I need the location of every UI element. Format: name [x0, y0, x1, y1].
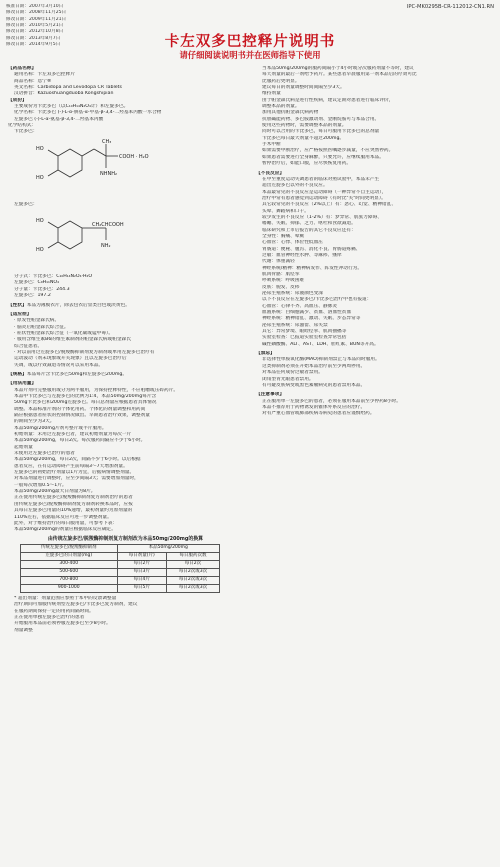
carbidopa-structure-image [30, 138, 150, 196]
svg-text:HO: HO [36, 174, 44, 181]
text-line: 本品50mg/200mg，每日2次。每次服药间隔应不少于6小时。 [14, 438, 146, 444]
conversion-table [20, 544, 220, 593]
text-line: 左旋多巴：197.2 [14, 293, 51, 299]
svg-text:CH₂CHCOOH: CH₂CHCOOH [92, 222, 124, 229]
text-line: 维持剂量 [262, 91, 281, 97]
text-line: 头晕、舞蹈病和口干。 [262, 208, 309, 214]
table-head-cell: 传统左旋多巴/脱羧酶抑制剂 [21, 544, 118, 552]
section-drug-name: 【药品名称】 [8, 66, 37, 71]
text-line: 调整。本品标准片剂的个体化用药。个体化的剂量调整和用药间 [14, 406, 146, 412]
svg-text:NHNH₂: NHNH₂ [100, 170, 118, 177]
table-cell: 每日3片 [117, 568, 166, 576]
text-line: 汉语拼音：Kazuoshuangduoba Kongshipian [14, 91, 114, 97]
text-line: 调整本品的剂量。 [262, 104, 300, 110]
section-dosage: 【用法用量】 [8, 381, 37, 387]
dosage-continued-block [256, 66, 492, 168]
after-table-block [8, 596, 243, 634]
text-line: 泌尿生殖系统：尿液颜色变深 [262, 291, 323, 297]
text-line: 神经系统：精神错乱、激动、失眠、步态异常等 [262, 316, 361, 322]
text-line: 同时可以合用的卡比多巴，每日可服用卡比多巴的总剂量 [262, 129, 380, 135]
text-line: 心血管：心律不齐、高血压、静脉炎 [262, 303, 338, 309]
text-line: 一般每次增加0.5～1片。 [14, 482, 67, 488]
text-line: 嗜睡、失眠、抑郁、乏力、呕吐和食欲减退。 [262, 221, 356, 227]
table-row [21, 584, 220, 592]
text-line: 肌肉骨骼：肌痉挛 [262, 272, 300, 277]
text-line: 核准日期：2007年3月10日 [6, 4, 64, 9]
table-row [21, 576, 220, 584]
text-line: 暂停治疗后，如能口服，应尽快恢复用药。 [262, 161, 352, 167]
text-line: 正在使用单独左旋多巴治疗的患者 [14, 614, 85, 620]
text-line: 治疗期间可加服传统剂型左旋多巴/卡比多巴复方制剂，建议 [14, 602, 138, 608]
text-line: 修改日期：2008年11月25日 [6, 10, 67, 16]
table-cell: 700-800 [21, 576, 118, 584]
table-head-cell: 本品50mg/200mg [117, 544, 219, 552]
text-line: 心血管：心悸、体位性低血压 [262, 240, 323, 246]
text-line: 运动波动（剂末现象或开关现象）且以左旋多巴治疗后 [14, 356, 127, 362]
text-line: 闭角型青光眼患者禁用。 [262, 376, 314, 382]
text-line: 本品50mg/200mg最大日剂量为8片。 [14, 489, 96, 495]
text-line: 本品最常见的不良反应是运动障碍（一种异常不自主运动）， [262, 189, 387, 195]
text-line: 本品50mg/200mg的剂量应根据临床反应确定。 [14, 527, 116, 533]
text-line: 建议每日的剂量调整时间间隔至少3天。 [262, 85, 345, 91]
text-line: 本品中卡比多巴与左旋多巴的比例为1:4，本品50mg/200mg每片含 [14, 393, 157, 399]
text-line: 分子式：卡比多巴：C₁₀H₁₄N₂O₄·H₂O [14, 274, 93, 280]
text-line: 主要成份为卡比多巴（以C₁₀H₁₄N₂O₄计）和左旋多巴。 [14, 104, 129, 110]
svg-text:CH₃: CH₃ [102, 138, 112, 145]
table-head-cell: 左旋多巴的日剂量(mg) [21, 552, 118, 560]
svg-text:COOH · H₂O: COOH · H₂O [119, 153, 149, 160]
text-line: 血液系统：白细胞减少、贫血、溶血性贫血 [262, 310, 352, 316]
section-adverse-reactions: 【不良反应】 [256, 170, 285, 176]
text-line: 英文名称：Carbidopa and Levodopa CR Tablets [14, 85, 122, 91]
text-line: 其每日左旋多巴用量的10%递增，最初剂量约为原剂量的 [14, 508, 133, 514]
text-line: * 超出剂量：剂量范围应参照于本中的反馈调整量 [14, 595, 117, 601]
text-line: 左旋多巴 (-)-L-α-氨基-β-3,4-二羟基苯丙酸 [14, 116, 104, 122]
text-line: 这类抑制剂必须在开始本品治疗前至少两周停用。 [262, 363, 366, 369]
text-line: 修改日期：2014年9月5日 [6, 42, 61, 48]
text-line: 皮肤：脱发、皮疹 [262, 284, 300, 290]
text-line: 的期间至少为3天。 [14, 419, 55, 425]
text-line: 此外，对于维持治疗的每日服用量，可参考下表： [14, 520, 118, 526]
text-line: 本品不推荐用于药物诱发的锥体外系反应的治疗。 [262, 404, 366, 410]
text-line: 当本品50mg/200mg的服药间隔小于4小时或分次服药剂量不等时，建议 [262, 66, 414, 71]
text-line: 正在服用单一左旋多巴的患者，必须在服用本品前至少停药8小时。 [262, 398, 401, 404]
table-head-cell: 每日剂量(片) [117, 552, 166, 560]
document-title: 卡左双多巴控释片说明书 [164, 34, 336, 50]
text-line: 如果需要中断治疗，应严格按照医嘱逐步减量，不应突然停药。 [262, 148, 394, 154]
levodopa-label: 左旋多巴： [14, 201, 38, 207]
text-line: 呼吸系统：呼吸困难 [262, 278, 305, 284]
table-head-cell: 每日服药次数 [166, 552, 219, 560]
carbidopa-label: 卡比多巴： [14, 129, 38, 135]
text-line: 由于帕金森氏病是进行性疾病，建议定期对患者进行临床评价， [262, 97, 394, 103]
text-line: 临床研究和上市后报告的其它不良反应还有： [262, 227, 356, 233]
carbidopa-structure [30, 138, 243, 198]
text-line: 综合征患者。 [14, 343, 43, 349]
name-block [8, 72, 243, 97]
text-line: 以下不良反应在左旋多巴/卡比多巴治疗中也有报道： [262, 297, 372, 303]
text-line: · 服用含维生素B6的维生素制剂的帕金森氏病或帕金森氏 [14, 337, 131, 343]
text-line: 碱性磷酸酶、ALT、AST、LDH、胆红素、BUN等升高。 [262, 341, 379, 347]
structure-label: 化学结构式： [8, 123, 37, 129]
text-line: 神经系统/精神：精神病发作、阵发性冲动行为。 [262, 265, 363, 271]
table-row [21, 568, 220, 576]
text-line: · 症状性帕金森氏综合征（一氧化碳或锰中毒）。 [14, 330, 114, 336]
table-cell: 每日4片 [117, 576, 166, 584]
text-line: 比服药后更明显。 [262, 78, 300, 84]
text-line: 其它：异常梦境、眼睑痉挛、肌肉抽搐等 [262, 329, 347, 335]
composition-block [8, 104, 243, 123]
levodopa-structure [30, 210, 243, 270]
svg-text:NH₂: NH₂ [101, 243, 111, 250]
table-cell: 每日2次或3次 [166, 568, 219, 576]
text-line: 泌尿生殖系统：尿潴留、尿失禁 [262, 322, 328, 328]
text-line: 左旋多巴的初始治疗剂量以1片为宜，后据病情调整剂量。 [14, 470, 135, 476]
text-line: 卡比多巴每日最大剂量不超过200mg。 [262, 135, 345, 141]
text-line: 有可疑皮肤病变或黑色素瘤病史的患者禁用本品。 [262, 382, 366, 388]
contraindications-block [256, 357, 492, 389]
text-line: 过敏：血管神经性水肿、荨麻疹、瘙痒 [262, 252, 342, 258]
left-column [8, 66, 243, 863]
section-composition: 【成份】 [8, 97, 27, 103]
text-line: 修改日期：2013年8月7日 [6, 35, 61, 41]
text-line: 未使用过左旋多巴治疗的患者 [14, 451, 75, 457]
section-precautions: 【注意事项】 [256, 392, 285, 398]
text-line: 患者反应，在有运动障碍产生前每隔3～7天增加剂量。 [14, 463, 128, 469]
text-line: 左旋多巴：C₉H₁₁NO₄ [14, 280, 59, 286]
table-cell: 每日2次或3次 [166, 576, 219, 584]
table-row [21, 560, 220, 568]
svg-text:HO: HO [36, 145, 44, 152]
table-cell: 900-1000 [21, 584, 118, 592]
text-line: 在服药期间保持一定的用药间隔时间。 [14, 608, 94, 614]
text-line: 开始服用本品前必须停服左旋多巴至少8小时。 [14, 621, 111, 627]
text-line: 失调，或以疗效减退等情况可以采用本品。 [14, 362, 104, 368]
text-line: 实验室检查：已报道实验室检查异常包括 [262, 335, 347, 341]
table-cell: 300-400 [21, 560, 118, 568]
section-indications: 【适应症】 [8, 311, 32, 317]
text-line: 对本品剂量进行调整时，应至少间隔3天；需要增加剂量时， [14, 476, 139, 482]
text-line: 由传统左旋多巴/脱羧酶抑制剂复方制剂转换本品时，应按 [14, 501, 133, 507]
conversion-table-title: 由传统左旋多巴/脱羧酶抑制剂复方制剂改为本品50mg/200mg的换算 [47, 535, 204, 542]
table-cell: 每日2片 [117, 560, 166, 568]
text-line: 如果患者需要进行全身麻醉，只要允许，应继续服用本品。 [262, 154, 384, 160]
text-line: 胃肠道：便秘、腹泻、消化不良、胃肠道疼痛、 [262, 246, 361, 252]
text-line: 正在使用传统左旋多巴/脱羧酶抑制剂复方制剂治疗的患者 [14, 495, 133, 501]
text-line: 对本品任何成份过敏者禁用。 [262, 370, 323, 376]
properties-text: 本品为薄膜衣片，除去包衣后显类白色或淡黄色。 [26, 302, 130, 308]
text-line: 较少发生的不良反应（1-2%）有：梦异常、肌张力障碍、 [262, 214, 382, 220]
adverse-reactions-block [256, 177, 492, 348]
table-cell: 每日5片 [117, 584, 166, 592]
text-line: 每天剂量的最后一剂给予药片。某些患者早晨服用第一剂本品后的疗效可比 [262, 72, 417, 78]
section-contraindications: 【禁忌】 [256, 351, 275, 357]
svg-text:HO: HO [36, 247, 44, 254]
text-line: 剂量调整 [14, 627, 33, 633]
text-line: 使用这些药物时，需要调整本品的剂量。 [262, 123, 347, 129]
right-column [256, 66, 492, 863]
text-line: 110%左右，依据临床反应可进一步调整剂量。 [14, 514, 112, 520]
text-line: 修改日期：2009年11月21日 [6, 16, 67, 22]
document-code: IPC-MK0295B-CR-112012-CN1.RN [406, 4, 494, 10]
section-specification: 【规格】 [8, 371, 27, 377]
indications-block [8, 318, 243, 369]
text-line: 其它较常见的不良反应（2%以上）有：恶心、幻觉、精神错乱、 [262, 202, 397, 208]
text-line: 代谢：体重减轻 [262, 259, 295, 265]
text-line: 隔应根据患者症状的控制情况做出。早期患者治疗效果，调整剂量 [14, 413, 150, 418]
specification-text: 本品每片含卡比多巴50mg和左旋多巴200mg。 [26, 371, 128, 377]
text-line: 本品50mg/200mg，每日2次，间隔不少于6小时。以后根据 [14, 457, 141, 463]
section-properties: 【性状】 [8, 302, 27, 308]
text-line: 通用名称：卡左双多巴控释片 [14, 72, 75, 78]
text-line: 化学名称：卡比多巴 (-)-L-α-肼基-α-甲基-β-3,4-二羟基苯丙酸一水合物 [14, 110, 162, 116]
text-line: 治疗中常有患者感觉到运动障碍（有时比"关"时间更明显）。 [262, 195, 386, 201]
text-line: · 原发性帕金森氏病。 [14, 318, 60, 324]
text-line: 抗胆碱能药物、多巴胺激动剂、金刚烷胺可与本品合用。 [262, 116, 380, 122]
dosage-block [8, 388, 243, 534]
text-line: 起始剂量 [14, 444, 33, 450]
text-line: 非选择性单胺氧化酶(MAO)抑制剂禁止与本品同时服用。 [262, 357, 380, 363]
text-line: 在中至重度运动失调患者的临床对照试验中，本品未产生 [262, 176, 380, 182]
text-line: 全身性：胸痛、晕厥 [262, 233, 305, 239]
text-line: 初始剂量：未用过左旋多巴者，建议初始剂量为每次一片 [14, 432, 132, 438]
formula-block [8, 274, 243, 299]
table-cell: 每日2次或3次 [166, 584, 219, 592]
precautions-block [256, 399, 492, 418]
table-cell: 每日2次 [166, 560, 219, 568]
text-line: 商品名称：息宁® [14, 78, 52, 84]
text-line: 对有严重心血管或肺部疾病等病史的患者应谨慎给药。 [262, 411, 375, 417]
text-line: 分子量：卡比多巴：244.3 [14, 286, 70, 292]
table-cell: 500-600 [21, 568, 118, 576]
text-line: 加用其他抗帕金森氏病药物 [262, 110, 319, 116]
svg-text:HO: HO [36, 218, 44, 225]
text-line: 超出左旋多巴以外的不良反应。 [262, 183, 328, 189]
text-line: 修改日期：2010年5月21日 [6, 23, 64, 29]
text-line: 本品50mg/200mg片剂可整片或半片服用。 [14, 425, 107, 431]
text-line: 本品片剂可完整服用或分为两半服用，为保持控释特性，不应咀嚼或压碎药片。 [14, 387, 179, 393]
text-line: 手术中断 [262, 142, 281, 148]
text-line: 修改日期：2012年10月8日 [6, 29, 64, 35]
document-subtitle: 请仔细阅读说明书并在医师指导下使用 [179, 50, 321, 60]
levodopa-structure-image [30, 210, 150, 268]
text-line: 50mg卡比多巴和200mg左旋多巴。每日总剂量应根据患者具体情况 [14, 400, 157, 406]
text-line: · 对以前用过左旋多巴/脱羧酶抑制剂复方制剂或单用左旋多巴治疗有 [14, 349, 155, 355]
text-line: · 脑炎后帕金森氏综合征。 [14, 324, 69, 330]
